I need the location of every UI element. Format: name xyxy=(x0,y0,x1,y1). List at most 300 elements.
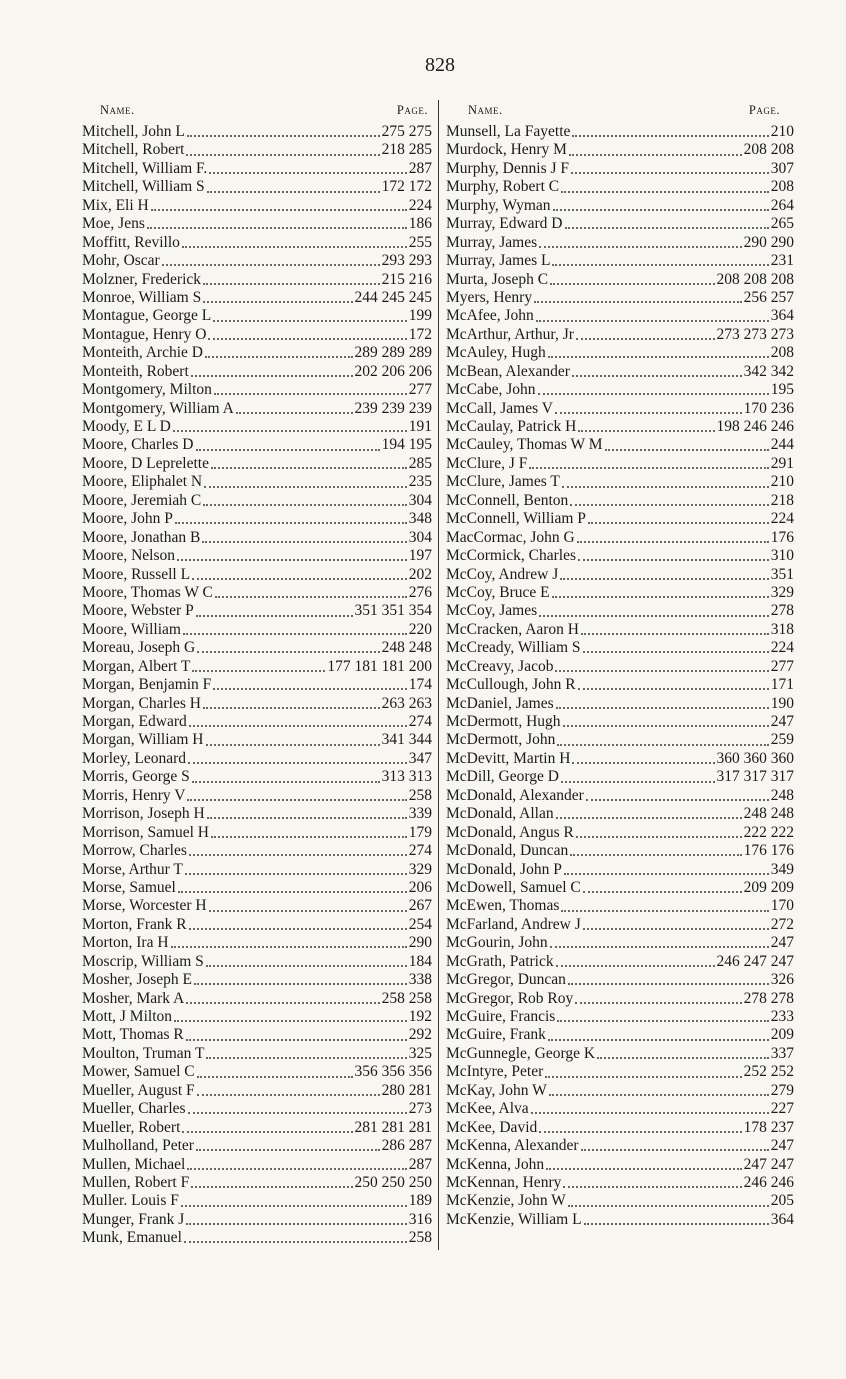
entry-pages: 347 xyxy=(408,749,432,767)
page-number: 828 xyxy=(425,54,455,76)
dot-leader xyxy=(197,1094,380,1096)
dot-leader xyxy=(584,1223,769,1225)
dot-leader xyxy=(572,762,714,764)
entry-name: Myers, Henry xyxy=(446,288,533,306)
index-entry xyxy=(82,971,432,989)
entry-pages: 208 208 208 xyxy=(716,270,794,288)
entry-pages: 256 257 xyxy=(743,288,794,306)
entry-pages: 267 xyxy=(408,897,432,915)
index-entry xyxy=(82,141,432,159)
dot-leader xyxy=(572,135,768,137)
entry-pages: 281 281 281 xyxy=(354,1118,432,1136)
entry-pages: 278 xyxy=(770,602,794,620)
entry-name: McDonald, Angus R xyxy=(446,823,574,841)
entry-pages: 170 xyxy=(770,897,794,915)
entry-pages: 177 181 181 200 xyxy=(327,657,432,675)
entry-pages: 273 273 273 xyxy=(716,325,794,343)
dot-leader xyxy=(539,1131,741,1133)
index-entry xyxy=(446,621,794,639)
dot-leader xyxy=(205,356,353,358)
dot-leader xyxy=(553,209,769,211)
entry-name: Moore, Thomas W C xyxy=(82,583,213,601)
entry-name: Monroe, William S xyxy=(82,288,202,306)
index-entry xyxy=(82,326,432,344)
entry-name: Mueller, August F xyxy=(82,1081,195,1099)
entry-pages: 292 xyxy=(408,1026,432,1044)
entry-pages: 247 xyxy=(770,1137,794,1155)
index-entry xyxy=(82,1137,432,1155)
entry-pages: 274 xyxy=(408,842,432,860)
entry-name: McBean, Alexander xyxy=(446,362,570,380)
dot-leader xyxy=(564,873,769,875)
index-entry xyxy=(446,1211,794,1229)
entry-name: McDowell, Samuel C xyxy=(446,878,581,896)
index-entry xyxy=(446,289,794,307)
entry-name: McFarland, Andrew J xyxy=(446,915,581,933)
index-entry xyxy=(446,344,794,362)
entry-pages: 356 356 356 xyxy=(354,1063,432,1081)
index-entry xyxy=(446,934,794,952)
dot-leader xyxy=(571,172,769,174)
entry-pages: 255 xyxy=(408,233,432,251)
dot-leader xyxy=(189,725,407,727)
index-entry xyxy=(82,566,432,584)
entry-name: Mitchell, William F. xyxy=(82,159,208,177)
entry-name: Mullen, Robert F xyxy=(82,1173,190,1191)
entry-name: Munk, Emanuel xyxy=(82,1229,182,1247)
index-entry xyxy=(446,326,794,344)
entry-name: McDonald, John P xyxy=(446,860,562,878)
entry-pages: 210 xyxy=(770,123,794,140)
left-entry-list xyxy=(82,123,432,1248)
dot-leader xyxy=(191,1186,352,1188)
entry-name: Mitchell, Robert xyxy=(82,141,185,159)
dot-leader xyxy=(189,854,407,856)
dot-leader xyxy=(583,928,769,930)
entry-pages: 287 xyxy=(408,1155,432,1173)
dot-leader xyxy=(552,264,768,266)
entry-pages: 293 293 xyxy=(381,252,432,270)
entry-pages: 277 xyxy=(408,381,432,399)
entry-name: Murta, Joseph C xyxy=(446,270,549,288)
entry-pages: 202 206 206 xyxy=(354,362,432,380)
entry-name: McCracken, Aaron H xyxy=(446,620,579,638)
entry-pages: 339 xyxy=(408,805,432,823)
entry-pages: 349 xyxy=(770,860,794,878)
index-entry xyxy=(446,584,794,602)
index-entry xyxy=(82,400,432,418)
dot-leader xyxy=(531,1112,769,1114)
entry-name: Morgan, Edward xyxy=(82,713,187,730)
entry-name: Morrison, Samuel H xyxy=(82,823,210,841)
entry-name: Morton, Ira H xyxy=(82,934,169,952)
page-heading: Page. xyxy=(748,103,780,117)
entry-pages: 179 xyxy=(408,823,432,841)
entry-name: McCabe, John xyxy=(446,381,536,399)
dot-leader xyxy=(211,836,407,838)
dot-leader xyxy=(203,283,380,285)
index-entry xyxy=(82,695,432,713)
index-entry xyxy=(446,842,794,860)
entry-name: McCormick, Charles xyxy=(446,547,577,565)
entry-name: Moody, E L D xyxy=(82,418,171,435)
dot-leader xyxy=(576,836,742,838)
entry-name: McKay, John W xyxy=(446,1081,547,1099)
entry-name: McConnell, Benton xyxy=(446,491,569,509)
index-entry xyxy=(82,805,432,823)
dot-leader xyxy=(207,817,407,819)
index-entry xyxy=(446,197,794,215)
dot-leader xyxy=(576,338,715,340)
entry-pages: 264 xyxy=(770,196,794,214)
entry-name: Montgomery, Milton xyxy=(82,381,212,399)
index-entry xyxy=(82,584,432,602)
index-entry xyxy=(82,861,432,879)
entry-pages: 316 xyxy=(408,1210,432,1228)
entry-pages: 276 xyxy=(408,583,432,601)
entry-pages: 307 xyxy=(770,159,794,177)
entry-pages: 198 246 246 xyxy=(716,418,794,435)
index-entry xyxy=(446,897,794,915)
entry-pages: 239 239 239 xyxy=(354,399,432,417)
dot-leader xyxy=(236,412,353,414)
dot-leader xyxy=(186,1223,406,1225)
index-entry xyxy=(82,547,432,565)
entry-pages: 231 xyxy=(770,252,794,270)
index-entry xyxy=(446,713,794,731)
dot-leader xyxy=(581,633,769,635)
entry-name: Morse, Worcester H xyxy=(82,897,207,915)
entry-name: Moscrip, William S xyxy=(82,952,204,970)
entry-name: Murdock, Henry M xyxy=(446,141,567,159)
entry-pages: 287 xyxy=(408,159,432,177)
entry-name: McIntyre, Peter xyxy=(446,1063,544,1081)
index-entry xyxy=(82,510,432,528)
dot-leader xyxy=(529,467,768,469)
entry-name: Murray, James xyxy=(446,233,538,251)
entry-pages: 273 xyxy=(408,1100,432,1118)
entry-name: Moore, D Leprelette xyxy=(82,454,209,472)
entry-name: Moore, John P xyxy=(82,510,173,528)
entry-pages: 310 xyxy=(770,547,794,565)
entry-pages: 304 xyxy=(408,491,432,509)
entry-name: Mulholland, Peter xyxy=(82,1137,194,1155)
dot-leader xyxy=(151,209,407,211)
entry-pages: 174 xyxy=(408,676,432,694)
dot-leader xyxy=(203,301,352,303)
index-entry xyxy=(446,861,794,879)
index-entry xyxy=(82,676,432,694)
entry-pages: 244 245 245 xyxy=(354,288,432,306)
entry-pages: 279 xyxy=(770,1081,794,1099)
entry-pages: 280 281 xyxy=(381,1081,432,1099)
entry-pages: 222 222 xyxy=(743,823,794,841)
entry-pages: 278 278 xyxy=(743,989,794,1007)
entry-name: Morse, Samuel xyxy=(82,878,176,896)
dot-leader xyxy=(209,172,406,174)
index-entry xyxy=(446,492,794,510)
entry-name: McCoy, James xyxy=(446,602,538,620)
dot-leader xyxy=(188,1112,407,1114)
dot-leader xyxy=(178,891,407,893)
entry-pages: 191 xyxy=(408,418,432,435)
dot-leader xyxy=(555,670,768,672)
dot-leader xyxy=(556,817,742,819)
dot-leader xyxy=(173,430,407,432)
index-entry xyxy=(446,1100,794,1118)
index-entry xyxy=(82,750,432,768)
dot-leader xyxy=(577,541,769,543)
entry-name: Morton, Frank R xyxy=(82,915,187,933)
dot-leader xyxy=(561,781,715,783)
right-column-header xyxy=(446,98,794,123)
dot-leader xyxy=(557,1020,768,1022)
index-entry xyxy=(446,731,794,749)
dot-leader xyxy=(550,946,769,948)
entry-pages: 247 xyxy=(770,713,794,730)
index-entry xyxy=(446,1156,794,1174)
index-entry xyxy=(82,1192,432,1210)
entry-name: McCaulay, Patrick H xyxy=(446,418,577,435)
index-entry xyxy=(82,123,432,141)
dot-leader xyxy=(208,338,406,340)
entry-name: Murray, Edward D xyxy=(446,215,563,233)
entry-pages: 329 xyxy=(408,860,432,878)
dot-leader xyxy=(162,264,380,266)
entry-pages: 215 216 xyxy=(381,270,432,288)
index-entry xyxy=(82,1229,432,1247)
entry-pages: 206 xyxy=(408,878,432,896)
entry-name: McGregor, Rob Roy xyxy=(446,989,574,1007)
entry-name: McAuley, Hugh xyxy=(446,344,546,362)
dot-leader xyxy=(539,615,769,617)
entry-name: Muller. Louis F xyxy=(82,1192,179,1210)
dot-leader xyxy=(568,1205,769,1207)
entry-pages: 195 xyxy=(770,381,794,399)
dot-leader xyxy=(570,854,741,856)
entry-pages: 351 xyxy=(770,565,794,583)
index-entry xyxy=(446,455,794,473)
entry-name: McClure, J F xyxy=(446,454,528,472)
index-entry xyxy=(446,400,794,418)
index-entry xyxy=(446,436,794,454)
entry-name: McCall, James V xyxy=(446,399,553,417)
entry-pages: 313 313 xyxy=(381,768,432,786)
entry-name: Moore, Charles D xyxy=(82,436,194,454)
index-entry xyxy=(82,529,432,547)
dot-leader xyxy=(550,283,714,285)
entry-pages: 341 344 xyxy=(381,731,432,749)
dot-leader xyxy=(215,596,407,598)
index-entry xyxy=(446,953,794,971)
entry-name: Murphy, Wyman xyxy=(446,196,551,214)
index-entry xyxy=(82,363,432,381)
index-entry xyxy=(446,676,794,694)
entry-name: Morrow, Charles xyxy=(82,842,187,860)
index-entry xyxy=(446,971,794,989)
entry-pages: 263 263 xyxy=(381,694,432,712)
entry-pages: 258 258 xyxy=(381,989,432,1007)
entry-name: McDermott, John xyxy=(446,731,556,749)
dot-leader xyxy=(177,559,407,561)
index-entry xyxy=(82,1100,432,1118)
entry-pages: 304 xyxy=(408,528,432,546)
dot-leader xyxy=(549,1094,769,1096)
dot-leader xyxy=(192,670,325,672)
index-entry xyxy=(82,307,432,325)
index-entry xyxy=(446,1192,794,1210)
dot-leader xyxy=(565,227,769,229)
entry-name: Montague, George L xyxy=(82,307,212,325)
entry-pages: 348 xyxy=(408,510,432,528)
dot-leader xyxy=(546,1168,741,1170)
entry-pages: 285 xyxy=(408,454,432,472)
index-entry xyxy=(446,695,794,713)
entry-pages: 258 xyxy=(408,786,432,804)
entry-pages: 176 176 xyxy=(743,842,794,860)
dot-leader xyxy=(184,1241,407,1243)
entry-pages: 317 317 317 xyxy=(716,768,794,786)
entry-name: Morley, Leonard xyxy=(82,749,187,767)
entry-pages: 318 xyxy=(770,620,794,638)
page-heading: Page. xyxy=(396,103,428,117)
dot-leader xyxy=(556,707,769,709)
index-entry xyxy=(446,160,794,178)
dot-leader xyxy=(214,393,407,395)
entry-pages: 360 360 360 xyxy=(716,749,794,767)
entry-pages: 275 275 xyxy=(381,123,432,140)
index-entry xyxy=(82,215,432,233)
index-entry xyxy=(446,547,794,565)
entry-name: McGuire, Francis xyxy=(446,1008,556,1025)
entry-name: Moreau, Joseph G xyxy=(82,639,196,657)
entry-pages: 227 xyxy=(770,1100,794,1118)
dot-leader xyxy=(171,946,407,948)
entry-name: McKee, Alva xyxy=(446,1100,529,1118)
entry-pages: 210 xyxy=(770,473,794,491)
name-heading: Name. xyxy=(100,103,135,117)
entry-pages: 235 xyxy=(408,473,432,491)
dot-leader xyxy=(560,578,769,580)
dot-leader xyxy=(202,541,406,543)
entry-name: Mosher, Mark A xyxy=(82,989,185,1007)
dot-leader xyxy=(196,449,380,451)
entry-name: Mullen, Michael xyxy=(82,1155,186,1173)
dot-leader xyxy=(548,356,769,358)
dot-leader xyxy=(555,412,742,414)
dot-leader xyxy=(536,320,769,322)
index-entry xyxy=(82,234,432,252)
entry-pages: 218 xyxy=(770,491,794,509)
entry-pages: 224 xyxy=(770,639,794,657)
index-entry xyxy=(446,990,794,1008)
entry-name: McGregor, Duncan xyxy=(446,971,566,989)
entry-name: Mosher, Joseph E xyxy=(82,971,193,989)
index-entry xyxy=(82,178,432,196)
dot-leader xyxy=(206,1057,406,1059)
dot-leader xyxy=(204,486,407,488)
entry-name: Moore, Eliphalet N xyxy=(82,473,203,491)
index-entry xyxy=(82,897,432,915)
entry-name: Mohr, Oscar xyxy=(82,252,160,270)
entry-name: McConnell, William P xyxy=(446,510,586,528)
entry-name: Mower, Samuel C xyxy=(82,1063,195,1081)
entry-name: Morgan, William H xyxy=(82,731,204,749)
dot-leader xyxy=(539,246,742,248)
index-entry xyxy=(446,787,794,805)
dot-leader xyxy=(181,1205,407,1207)
dot-leader xyxy=(581,1149,769,1151)
entry-pages: 272 xyxy=(770,915,794,933)
entry-name: McGourin, John xyxy=(446,934,548,952)
dot-leader xyxy=(561,910,768,912)
entry-name: McDill, George D xyxy=(446,768,559,786)
entry-pages: 246 247 247 xyxy=(716,952,794,970)
index-entry xyxy=(446,639,794,657)
entry-pages: 290 xyxy=(408,934,432,952)
index-entry xyxy=(82,824,432,842)
index-entry xyxy=(82,381,432,399)
index-entry xyxy=(446,824,794,842)
dot-leader xyxy=(174,1020,407,1022)
index-entry xyxy=(82,842,432,860)
dot-leader xyxy=(578,559,769,561)
column-divider xyxy=(438,100,439,1250)
index-entry xyxy=(446,363,794,381)
entry-pages: 189 xyxy=(408,1192,432,1210)
entry-pages: 208 208 xyxy=(743,141,794,159)
entry-name: McCullough, John R xyxy=(446,676,576,694)
dot-leader xyxy=(563,1186,741,1188)
entry-name: McDevitt, Martin H xyxy=(446,749,571,767)
entry-pages: 258 xyxy=(408,1229,432,1247)
index-entry xyxy=(446,1119,794,1137)
index-entry xyxy=(82,1082,432,1100)
entry-name: Mueller, Robert xyxy=(82,1118,181,1136)
entry-pages: 248 248 xyxy=(381,639,432,657)
index-entry xyxy=(446,1045,794,1063)
right-column xyxy=(446,98,794,1229)
entry-pages: 291 xyxy=(770,454,794,472)
entry-pages: 178 237 xyxy=(743,1118,794,1136)
dot-leader xyxy=(538,393,769,395)
entry-pages: 190 xyxy=(770,694,794,712)
entry-name: McGuire, Frank xyxy=(446,1026,546,1044)
entry-pages: 208 xyxy=(770,344,794,362)
index-entry xyxy=(446,750,794,768)
entry-name: Morris, George S xyxy=(82,768,190,786)
dot-leader xyxy=(194,983,407,985)
entry-name: Montgomery, William A xyxy=(82,399,234,417)
entry-pages: 224 xyxy=(408,196,432,214)
entry-name: Morrison, Joseph H xyxy=(82,805,205,823)
entry-name: Mitchell, William S xyxy=(82,178,205,196)
entry-pages: 205 xyxy=(770,1192,794,1210)
entry-pages: 248 xyxy=(770,786,794,804)
dot-leader xyxy=(186,154,379,156)
entry-pages: 337 xyxy=(770,1044,794,1062)
dot-leader xyxy=(203,504,407,506)
entry-name: Moulton, Truman T xyxy=(82,1044,205,1062)
dot-leader xyxy=(588,522,769,524)
entry-pages: 265 xyxy=(770,215,794,233)
dot-leader xyxy=(197,651,379,653)
dot-leader xyxy=(552,596,769,598)
entry-name: Moore, Nelson xyxy=(82,547,175,565)
dot-leader xyxy=(568,983,769,985)
entry-name: Mott, J Milton xyxy=(82,1008,173,1025)
entry-name: Montague, Henry O xyxy=(82,325,207,343)
